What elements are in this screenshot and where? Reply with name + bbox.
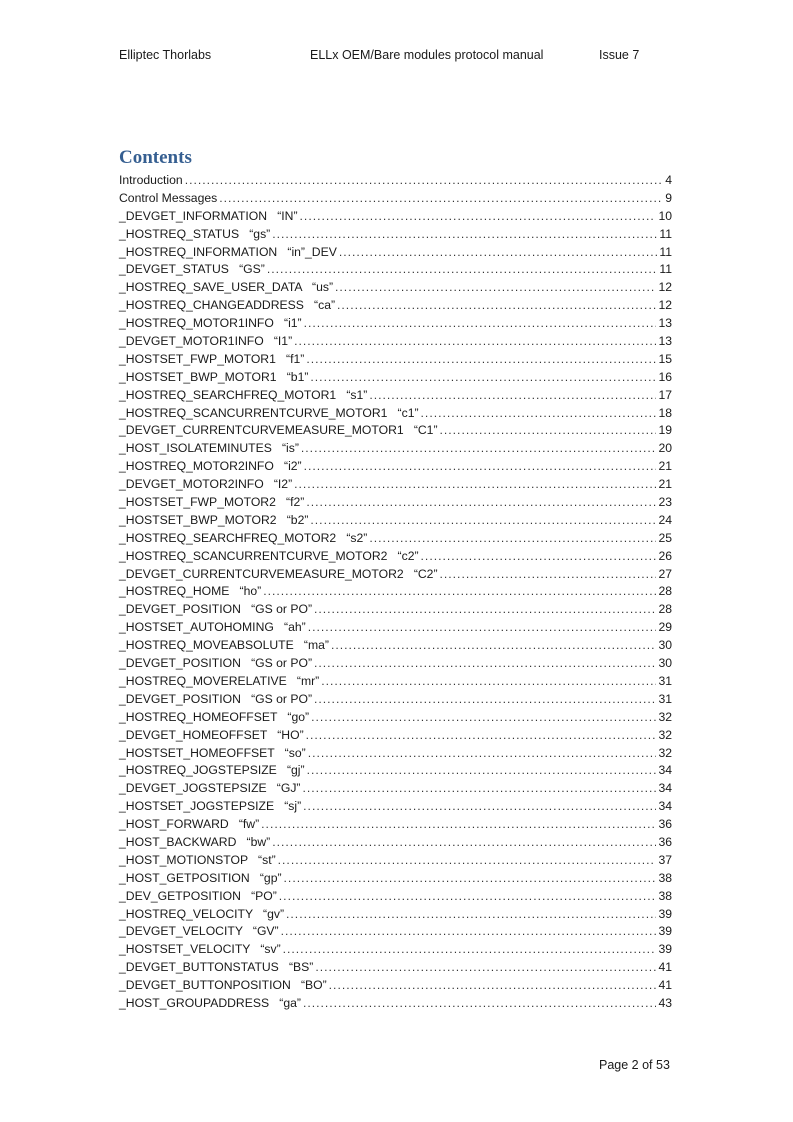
toc-entry-page-number[interactable]: 24 — [658, 512, 672, 527]
toc-entry-page-number[interactable]: 21 — [658, 459, 672, 474]
toc-dot-leader — [314, 691, 656, 709]
toc-entry-label[interactable]: _DEV_GETPOSITION “PO” — [119, 888, 277, 903]
toc-entry[interactable] — [119, 816, 672, 834]
toc-entry-label[interactable]: _HOSTSET_FWP_MOTOR2 “f2” — [119, 495, 305, 510]
toc-dot-leader — [369, 530, 656, 548]
toc-entry[interactable] — [119, 798, 672, 816]
toc-dot-leader — [304, 458, 657, 476]
toc-entry-page-number[interactable]: 32 — [658, 745, 672, 760]
toc-dot-leader — [335, 279, 656, 297]
toc-entry[interactable] — [119, 315, 672, 333]
toc-entry-label[interactable]: _DEVGET_BUTTONSTATUS “BS” — [119, 960, 314, 975]
toc-entry[interactable] — [119, 261, 672, 279]
toc-entry[interactable] — [119, 387, 672, 405]
toc-entry-label[interactable]: _HOSTSET_BWP_MOTOR2 “b2” — [119, 512, 309, 527]
toc-entry-page-number[interactable]: 41 — [658, 978, 672, 993]
toc-dot-leader — [294, 476, 656, 494]
toc-dot-leader — [283, 941, 657, 959]
toc-dot-leader — [310, 512, 656, 530]
toc-entry-page-number[interactable]: 37 — [658, 852, 672, 867]
toc-entry-page-number[interactable]: 38 — [658, 888, 672, 903]
toc-entry[interactable] — [119, 172, 672, 190]
toc-dot-leader — [321, 673, 656, 691]
toc-entry[interactable] — [119, 494, 672, 512]
toc-entry-label[interactable]: _HOST_ISOLATEMINUTES “is” — [119, 441, 299, 456]
toc-dot-leader — [301, 440, 657, 458]
toc-entry-page-number[interactable]: 34 — [658, 799, 672, 814]
toc-entry[interactable] — [119, 762, 672, 780]
toc-dot-leader — [219, 190, 663, 208]
toc-entry-label[interactable]: _DEVGET_STATUS “GS” — [119, 262, 265, 277]
toc-dot-leader — [369, 387, 656, 405]
toc-entry[interactable] — [119, 476, 672, 494]
toc-entry-label[interactable]: _HOSTREQ_MOVEABSOLUTE “ma” — [119, 638, 329, 653]
toc-entry[interactable] — [119, 995, 672, 1013]
toc-dot-leader — [304, 315, 657, 333]
page-number: Page 2 of 53 — [599, 1058, 670, 1072]
toc-entry[interactable] — [119, 673, 672, 691]
toc-dot-leader — [281, 923, 657, 941]
toc-dot-leader — [284, 870, 657, 888]
toc-entry[interactable] — [119, 619, 672, 637]
toc-dot-leader — [279, 888, 657, 906]
toc-entry-page-number[interactable]: 11 — [659, 244, 672, 259]
toc-entry[interactable] — [119, 226, 672, 244]
page-header — [119, 48, 679, 66]
toc-entry-page-number[interactable]: 11 — [659, 226, 672, 241]
toc-entry-page-number[interactable]: 39 — [658, 906, 672, 921]
toc-entry[interactable] — [119, 405, 672, 423]
toc-entry[interactable] — [119, 369, 672, 387]
toc-dot-leader — [272, 226, 657, 244]
toc-entry-label[interactable]: _HOSTREQ_STATUS “gs” — [119, 226, 271, 241]
toc-entry-page-number[interactable]: 4 — [665, 173, 672, 187]
toc-entry-page-number[interactable]: 9 — [665, 190, 672, 205]
toc-dot-leader — [306, 494, 656, 512]
toc-entry[interactable] — [119, 244, 672, 262]
toc-entry[interactable] — [119, 297, 672, 315]
toc-entry[interactable] — [119, 440, 672, 458]
toc-entry-page-number[interactable]: 28 — [658, 584, 672, 599]
toc-dot-leader — [311, 709, 656, 727]
toc-entry[interactable] — [119, 655, 672, 673]
toc-entry-page-number[interactable]: 36 — [658, 834, 672, 849]
toc-entry-page-number[interactable]: 11 — [659, 262, 672, 277]
toc-entry-label[interactable]: _HOSTREQ_SEARCHFREQ_MOTOR1 “s1” — [119, 387, 368, 402]
toc-entry-label[interactable]: _DEVGET_POSITION “GS or PO” — [119, 656, 313, 671]
toc-entry-page-number[interactable]: 18 — [658, 405, 672, 420]
toc-dot-leader — [261, 816, 656, 834]
toc-dot-leader — [308, 745, 657, 763]
toc-dot-leader — [185, 172, 664, 190]
toc-entry-label[interactable]: _HOSTSET_HOMEOFFSET “so” — [119, 745, 306, 760]
toc-entry-label[interactable]: _HOSTREQ_CHANGEADDRESS “ca” — [119, 298, 336, 313]
toc-dot-leader — [263, 583, 656, 601]
toc-dot-leader — [314, 601, 656, 619]
toc-entry-page-number[interactable]: 31 — [658, 673, 672, 688]
toc-entry[interactable] — [119, 727, 672, 745]
toc-entry[interactable] — [119, 190, 672, 208]
toc-entry-label[interactable]: _HOSTREQ_HOMEOFFSET “go” — [119, 709, 310, 724]
toc-entry-label[interactable]: _HOSTSET_BWP_MOTOR1 “b1” — [119, 369, 309, 384]
toc-entry[interactable] — [119, 977, 672, 995]
toc-entry[interactable] — [119, 637, 672, 655]
toc-dot-leader — [308, 619, 657, 637]
toc-entry-label[interactable]: _HOSTREQ_MOTOR2INFO “i2” — [119, 459, 302, 474]
toc-entry[interactable] — [119, 780, 672, 798]
toc-dot-leader — [315, 959, 656, 977]
toc-entry[interactable] — [119, 691, 672, 709]
toc-entry[interactable] — [119, 351, 672, 369]
toc-entry-page-number[interactable]: 16 — [658, 369, 672, 384]
toc-dot-leader — [339, 244, 658, 262]
toc-dot-leader — [440, 422, 657, 440]
toc-entry-page-number[interactable]: 21 — [658, 477, 672, 492]
toc-entry-page-number[interactable]: 25 — [658, 530, 672, 545]
toc-entry-label[interactable]: _HOSTREQ_VELOCITY “gv” — [119, 906, 285, 921]
toc-entry-page-number[interactable]: 13 — [658, 316, 672, 331]
toc-entry-page-number[interactable]: 32 — [658, 709, 672, 724]
toc-entry-page-number[interactable]: 29 — [658, 620, 672, 635]
toc-dot-leader — [300, 208, 657, 226]
toc-entry-page-number[interactable]: 38 — [658, 870, 672, 885]
header-document-title: ELLx OEM/Bare modules protocol manual — [310, 48, 544, 62]
toc-entry[interactable] — [119, 333, 672, 351]
toc-entry-page-number[interactable]: 41 — [658, 960, 672, 975]
toc-entry[interactable] — [119, 923, 672, 941]
toc-entry-page-number[interactable]: 34 — [658, 763, 672, 778]
toc-dot-leader — [331, 637, 657, 655]
toc-entry[interactable] — [119, 601, 672, 619]
toc-entry[interactable] — [119, 512, 672, 530]
toc-entry[interactable] — [119, 422, 672, 440]
toc-entry-label[interactable]: _HOSTREQ_SEARCHFREQ_MOTOR2 “s2” — [119, 530, 368, 545]
toc-dot-leader — [286, 906, 656, 924]
toc-entry-label[interactable]: _DEVGET_HOMEOFFSET “HO” — [119, 727, 304, 742]
toc-dot-leader — [272, 834, 656, 852]
toc-entry-page-number[interactable]: 39 — [658, 924, 672, 939]
toc-dot-leader — [306, 351, 656, 369]
toc-entry-page-number[interactable]: 43 — [658, 995, 672, 1010]
toc-entry-page-number[interactable]: 30 — [658, 638, 672, 653]
toc-dot-leader — [294, 333, 656, 351]
toc-dot-leader — [307, 762, 657, 780]
toc-entry-label[interactable]: _HOSTREQ_HOME “ho” — [119, 584, 262, 599]
header-company: Elliptec Thorlabs — [119, 48, 212, 62]
toc-dot-leader — [440, 566, 657, 584]
toc-entry-label[interactable]: _DEVGET_POSITION “GS or PO” — [119, 602, 313, 617]
toc-entry-page-number[interactable]: 30 — [658, 656, 672, 671]
toc-entry-label[interactable]: _HOST_GROUPADDRESS “ga” — [119, 995, 301, 1010]
toc-dot-leader — [329, 977, 657, 995]
toc-entry-page-number[interactable]: 12 — [658, 298, 672, 313]
toc-entry[interactable] — [119, 279, 672, 297]
toc-entry-label[interactable]: _DEVGET_JOGSTEPSIZE “GJ” — [119, 781, 301, 796]
toc-entry-page-number[interactable]: 26 — [658, 548, 672, 563]
toc-entry-page-number[interactable]: 13 — [658, 334, 672, 349]
toc-list — [119, 172, 672, 1013]
toc-dot-leader — [306, 727, 657, 745]
toc-dot-leader — [314, 655, 656, 673]
toc-entry-label[interactable]: _DEVGET_VELOCITY “GV” — [119, 924, 279, 939]
toc-entry[interactable] — [119, 548, 672, 566]
toc-entry-label[interactable]: _HOST_FORWARD “fw” — [119, 817, 260, 832]
toc-entry[interactable] — [119, 709, 672, 727]
toc-entry[interactable] — [119, 530, 672, 548]
toc-entry-label[interactable]: _HOSTREQ_JOGSTEPSIZE “gj” — [119, 763, 305, 778]
toc-entry-label[interactable]: _HOSTSET_VELOCITY “sv” — [119, 942, 281, 957]
toc-entry-label[interactable]: _HOSTREQ_SAVE_USER_DATA “us” — [119, 280, 334, 295]
toc-dot-leader — [267, 261, 658, 279]
toc-entry-label[interactable]: _DEVGET_CURRENTCURVEMEASURE_MOTOR2 “C2” — [119, 566, 438, 581]
toc-entry-label[interactable]: _HOSTSET_JOGSTEPSIZE “sj” — [119, 799, 302, 814]
toc-dot-leader — [303, 780, 657, 798]
toc-entry-label[interactable]: _DEVGET_CURRENTCURVEMEASURE_MOTOR1 “C1” — [119, 423, 438, 438]
toc-dot-leader — [421, 405, 657, 423]
toc-entry-page-number[interactable]: 28 — [658, 602, 672, 617]
toc-dot-leader — [421, 548, 657, 566]
toc-entry-page-number[interactable]: 19 — [658, 423, 672, 438]
toc-dot-leader — [278, 852, 657, 870]
toc-entry-label[interactable]: Control Messages — [119, 190, 218, 205]
toc-title: Contents — [119, 147, 192, 168]
toc-entry-label[interactable]: _DEVGET_MOTOR1INFO “I1” — [119, 334, 293, 349]
toc-dot-leader — [303, 798, 656, 816]
toc-entry-label[interactable]: _HOSTSET_FWP_MOTOR1 “f1” — [119, 351, 305, 366]
toc-entry[interactable] — [119, 583, 672, 601]
toc-entry[interactable] — [119, 745, 672, 763]
toc-entry[interactable] — [119, 870, 672, 888]
toc-entry-label[interactable]: _HOST_BACKWARD “bw” — [119, 834, 271, 849]
toc-entry-label[interactable]: _HOSTREQ_MOVERELATIVE “mr” — [119, 673, 320, 688]
toc-entry[interactable] — [119, 888, 672, 906]
toc-entry-label[interactable]: _HOST_MOTIONSTOP “st” — [119, 852, 276, 867]
toc-entry-page-number[interactable]: 12 — [658, 280, 672, 295]
toc-entry[interactable] — [119, 941, 672, 959]
toc-entry[interactable] — [119, 208, 672, 226]
toc-entry-page-number[interactable]: 39 — [658, 942, 672, 957]
toc-entry-page-number[interactable]: 27 — [658, 566, 672, 581]
toc-entry-label[interactable]: _HOSTREQ_SCANCURRENTCURVE_MOTOR2 “c2” — [119, 548, 419, 563]
toc-entry[interactable] — [119, 566, 672, 584]
toc-entry-page-number[interactable]: 17 — [658, 387, 672, 402]
toc-entry-label[interactable]: _HOSTSET_AUTOHOMING “ah” — [119, 620, 306, 635]
toc-entry-page-number[interactable]: 10 — [658, 208, 672, 223]
toc-entry[interactable] — [119, 852, 672, 870]
toc-dot-leader — [310, 369, 656, 387]
toc-entry-page-number[interactable]: 15 — [658, 351, 672, 366]
toc-entry-label[interactable]: _HOSTREQ_MOTOR1INFO “i1” — [119, 316, 302, 331]
toc-entry[interactable] — [119, 959, 672, 977]
toc-entry-label[interactable]: _DEVGET_INFORMATION “IN” — [119, 208, 298, 223]
toc-entry-label[interactable]: _HOSTREQ_SCANCURRENTCURVE_MOTOR1 “c1” — [119, 405, 419, 420]
toc-entry-label[interactable]: _DEVGET_MOTOR2INFO “I2” — [119, 477, 293, 492]
toc-dot-leader — [303, 995, 656, 1013]
toc-entry[interactable] — [119, 458, 672, 476]
toc-entry[interactable] — [119, 906, 672, 924]
toc-entry-page-number[interactable]: 34 — [658, 781, 672, 796]
toc-entry[interactable] — [119, 834, 672, 852]
toc-entry-label[interactable]: _HOSTREQ_INFORMATION “in”_DEV — [119, 244, 337, 259]
toc-entry-label[interactable]: _DEVGET_POSITION “GS or PO” — [119, 691, 313, 706]
toc-entry-page-number[interactable]: 23 — [658, 495, 672, 510]
toc-entry-page-number[interactable]: 31 — [658, 691, 672, 706]
header-issue: Issue 7 — [599, 48, 640, 62]
toc-dot-leader — [337, 297, 656, 315]
toc-entry-label[interactable]: Introduction — [119, 173, 183, 187]
toc-entry-page-number[interactable]: 36 — [658, 817, 672, 832]
toc-entry-label[interactable]: _HOST_GETPOSITION “gp” — [119, 870, 282, 885]
toc-entry-page-number[interactable]: 32 — [658, 727, 672, 742]
toc-entry-label[interactable]: _DEVGET_BUTTONPOSITION “BO” — [119, 978, 327, 993]
toc-entry-page-number[interactable]: 20 — [658, 441, 672, 456]
